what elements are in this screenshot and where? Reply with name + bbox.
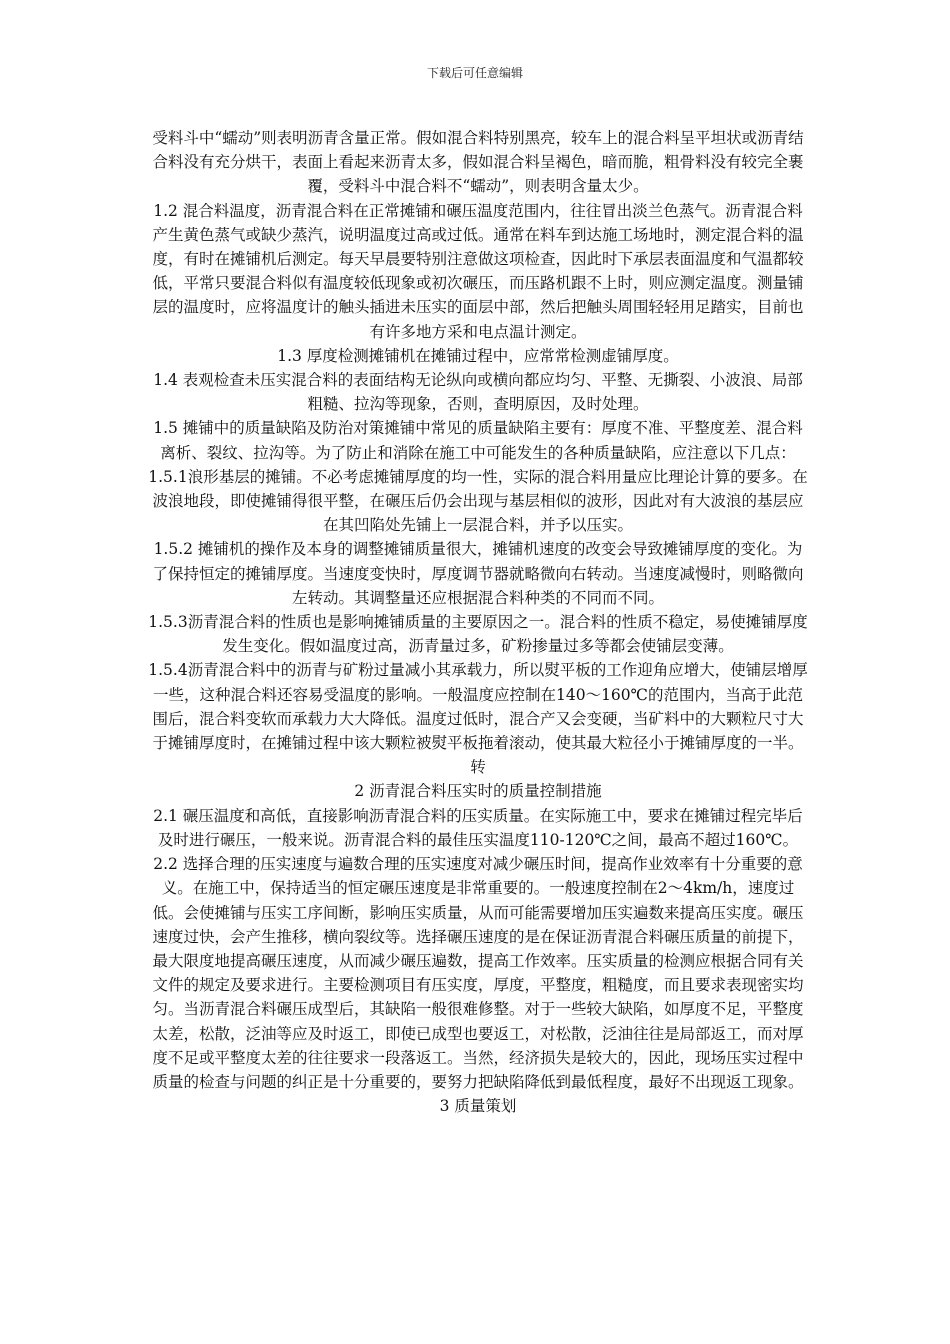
paragraph: 1.3 厚度检测摊铺机在摊铺过程中，应常常检测虚铺厚度。	[277, 346, 679, 365]
section-heading: 3 质量策划	[439, 1097, 517, 1116]
section-heading: 2 沥青混合料压实时的质量控制措施	[354, 782, 602, 801]
paragraph: 1.5.1浪形基层的摊铺。不必考虑摊铺厚度的均一性，实际的混合料用量应比理论计算的要多。在波浪地段，即使摊铺得很平整，在碾压后仍会出现与基层相似的波形，因此对有大波浪的基层应在其凹陷处先铺上一层混合料，并予以压实。	[148, 467, 808, 535]
document-body	[148, 126, 808, 1118]
paragraph: 2.2 选择合理的压实速度与遍数合理的压实速度对减少碾压时间，提高作业效率有十分重要的意义。在施工中，保持适当的恒定碾压速度是非常重要的。一般速度控制在2～4km/h，速度过低。会使摊铺与压实工序间断，影响压实质量，从而可能需要增加压实遍数来提高压实度。碾压速度过快，会产生推移，横向裂纹等。选择碾压速度的是在保证沥青混合料碾压质量的前提下，最大限度地提高碾压速度，从而减少碾压遍数，提高工作效率。压实质量的检测应根据合同有关文件的规定及要求进行。主要检测项目有压实度，厚度，平整度，粗糙度，而且要求表现密实均匀。当沥青混合料碾压成型后，其缺陷一般很难修整。对于一些较大缺陷，如厚度不足，平整度太差，松散，泛油等应及时返工，即使已成型也要返工，对松散，泛油往往是局部返工，而对厚度不足或平整度太差的往往要求一段落返工。当然，经济损失是较大的，因此，现场压实过程中质量的检查与问题的纠正是十分重要的，要努力把缺陷降低到最低程度，最好不出现返工现象。	[152, 855, 804, 1091]
paragraph: 1.4 表观检查未压实混合料的表面结构无论纵向或横向都应均匀、平整、无撕裂、小波浪、局部粗糙、拉沟等现象，否则，查明原因，及时处理。	[153, 371, 803, 414]
paragraph: 受料斗中“蠕动”则表明沥青含量正常。假如混合料特别黑亮，较车上的混合料呈平坦状或沥青结合料没有充分烘干，表面上看起来沥青太多，假如混合料呈褐色，暗而脆，粗骨料没有较完全裹覆，受料斗中混合料不“蠕动”，则表明含量太少。	[152, 129, 804, 196]
paragraph: 1.5 摊铺中的质量缺陷及防治对策摊铺中常见的质量缺陷主要有：厚度不准、平整度差、混合料离析、裂纹、拉沟等。为了防止和消除在施工中可能发生的各种质量缺陷，应注意以下几点：	[153, 419, 803, 462]
paragraph: 1.5.3沥青混合料的性质也是影响摊铺质量的主要原因之一。混合料的性质不稳定，易使摊铺厚度发生变化。假如温度过高，沥青量过多，矿粉掺量过多等都会使铺层变薄。	[148, 613, 808, 656]
page-header: 下载后可任意编辑	[426, 66, 523, 80]
paragraph: 2.1 碾压温度和高低，直接影响沥青混合料的压实质量。在实际施工中，要求在摊铺过程完毕后及时进行碾压，一般来说。沥青混合料的最佳压实温度110-120℃之间，最高不超过160℃。	[153, 806, 803, 849]
paragraph: 1.2 混合料温度，沥青混合料在正常摊铺和碾压温度范围内，往往冒出淡兰色蒸气。沥青混合料产生黄色蒸气或缺少蒸汽，说明温度过高或过低。通常在料车到达施工场地时，测定混合料的温度，有时在摊铺机后测定。每天早晨要特别注意做这项检查，因此时下承层表面温度和气温都较低，平常只要混合料似有温度较低现象或初次碾压，而压路机跟不上时，则应测定温度。测量铺层的温度时，应将温度计的触头插进未压实的面层中部，然后把触头周围轻轻用足踏实，目前也有许多地方采和电点温计测定。	[152, 201, 804, 341]
paragraph: 1.5.4沥青混合料中的沥青与矿粉过量减小其承载力，所以熨平板的工作迎角应增大，使铺层增厚一些，这种混合料还容易受温度的影响。一般温度应控制在140～160℃的范围内，当高于此范围后，混合料变软而承载力大大降低。温度过低时，混合产又会变硬，当矿料中的大颗粒尺寸大于摊铺厚度时，在摊铺过程中该大颗粒被熨平板拖着滚动，使其最大粒径小于摊铺厚度的一半。转	[148, 661, 808, 777]
paragraph: 1.5.2 摊铺机的操作及本身的调整摊铺质量很大，摊铺机速度的改变会导致摊铺厚度的变化。为了保持恒定的摊铺厚度。当速度变快时，厚度调节器就略微向右转动。当速度减慢时，则略微向左转动。其调整量还应根据混合料种类的不同而不同。	[152, 540, 804, 607]
